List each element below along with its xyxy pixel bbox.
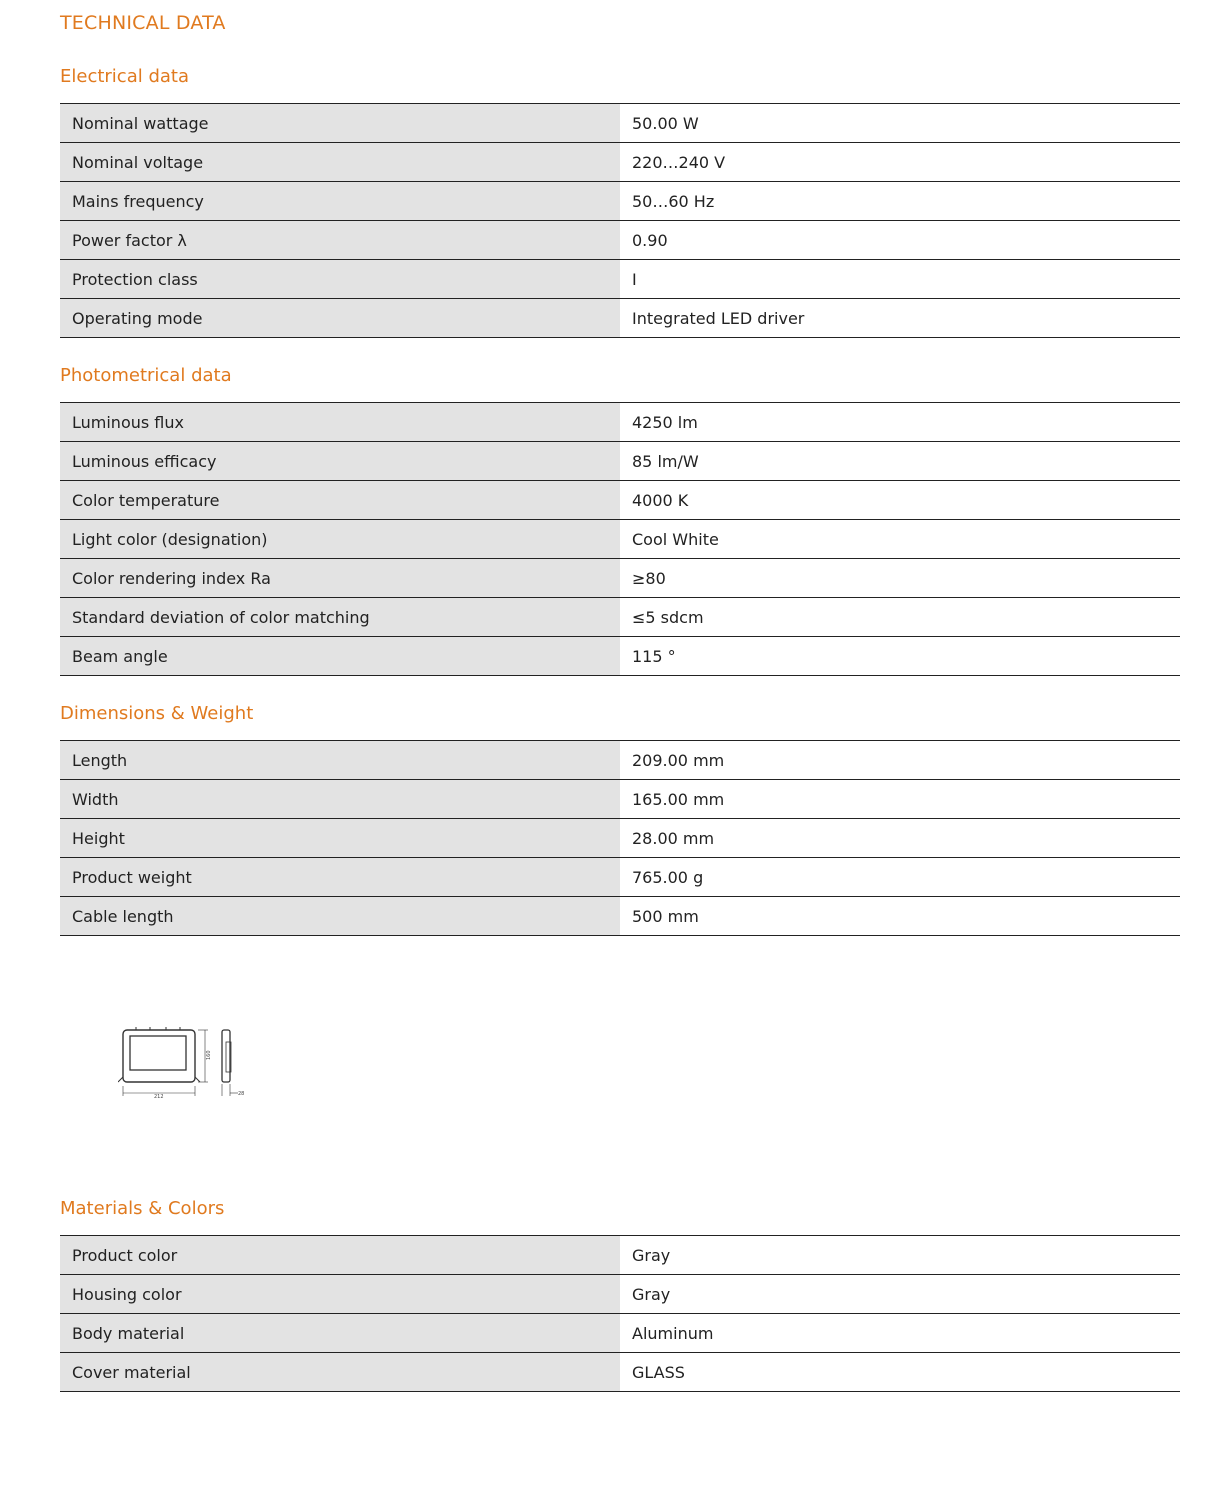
table-row [60,858,1180,897]
spec-label: Housing color [60,1275,620,1313]
spec-value: 165.00 mm [632,789,725,809]
spec-label: Beam angle [60,637,620,675]
spec-value: 209.00 mm [632,750,725,770]
spec-value: ≥80 [632,568,666,588]
photometrical-data-table [60,402,1180,676]
spec-label: Mains frequency [60,182,620,220]
housing-outline [123,1030,195,1082]
spec-label: Protection class [60,260,620,298]
table-row [60,221,1180,260]
spec-value: Integrated LED driver [632,308,805,328]
table-row [60,1236,1180,1275]
spec-value: Gray [632,1284,671,1304]
electrical-data-table [60,103,1180,338]
section-title-electrical: Electrical data [60,66,189,87]
spec-value: 4000 K [632,490,689,510]
spec-label: Color rendering index Ra [60,559,620,597]
spec-value: 4250 lm [632,412,698,432]
spec-value: Aluminum [632,1323,714,1343]
spec-label: Standard deviation of color matching [60,598,620,636]
spec-value: 28.00 mm [632,828,715,848]
width-label: 212 [154,1094,164,1100]
depth-label: 28 [238,1091,245,1097]
spec-value: Cool White [632,529,719,549]
table-row [60,1275,1180,1314]
spec-label: Cable length [60,897,620,935]
table-row [60,104,1180,143]
table-row [60,819,1180,858]
section-title-dimensions: Dimensions & Weight [60,703,254,724]
table-row [60,741,1180,780]
table-row [60,299,1180,338]
section-title-materials: Materials & Colors [60,1198,225,1219]
spec-label: Operating mode [60,299,620,337]
spec-value: Gray [632,1245,671,1265]
spec-label: Product weight [60,858,620,896]
spec-value: 50.00 W [632,113,699,133]
spec-value: I [632,269,637,289]
spec-label: Length [60,741,620,779]
spec-value: 50…60 Hz [632,191,715,211]
spec-value: 0.90 [632,230,668,250]
table-row [60,780,1180,819]
spec-label: Body material [60,1314,620,1352]
table-row [60,481,1180,520]
spec-label: Product color [60,1236,620,1274]
table-row [60,520,1180,559]
dimension-drawing [118,1022,253,1102]
bracket-mark [118,1077,123,1082]
table-row [60,1314,1180,1353]
table-row [60,182,1180,221]
spec-value: 765.00 g [632,867,704,887]
bracket-mark [195,1077,200,1082]
spec-label: Height [60,819,620,857]
section-title-photometrical: Photometrical data [60,365,232,386]
dimensions-weight-table [60,740,1180,936]
table-row [60,260,1180,299]
spec-label: Luminous flux [60,403,620,441]
table-row [60,143,1180,182]
page-title: TECHNICAL DATA [60,12,226,34]
table-row [60,403,1180,442]
spec-label: Nominal wattage [60,104,620,142]
spec-label: Color temperature [60,481,620,519]
height-label: 160 [206,1050,212,1060]
spec-value: 220…240 V [632,152,726,172]
spec-label: Width [60,780,620,818]
spec-value: 500 mm [632,906,699,926]
glass-cover-outline [130,1036,186,1070]
materials-colors-table [60,1235,1180,1392]
table-row [60,1353,1180,1392]
table-row [60,442,1180,481]
spec-value: 85 lm/W [632,451,699,471]
spec-label: Luminous efficacy [60,442,620,480]
table-row [60,897,1180,936]
spec-value: ≤5 sdcm [632,607,704,627]
spec-value: GLASS [632,1362,685,1382]
table-row [60,598,1180,637]
spec-label: Light color (designation) [60,520,620,558]
spec-label: Power factor λ [60,221,620,259]
table-row [60,559,1180,598]
table-row [60,637,1180,676]
spec-label: Nominal voltage [60,143,620,181]
spec-value: 115 ° [632,646,676,666]
spec-label: Cover material [60,1353,620,1391]
